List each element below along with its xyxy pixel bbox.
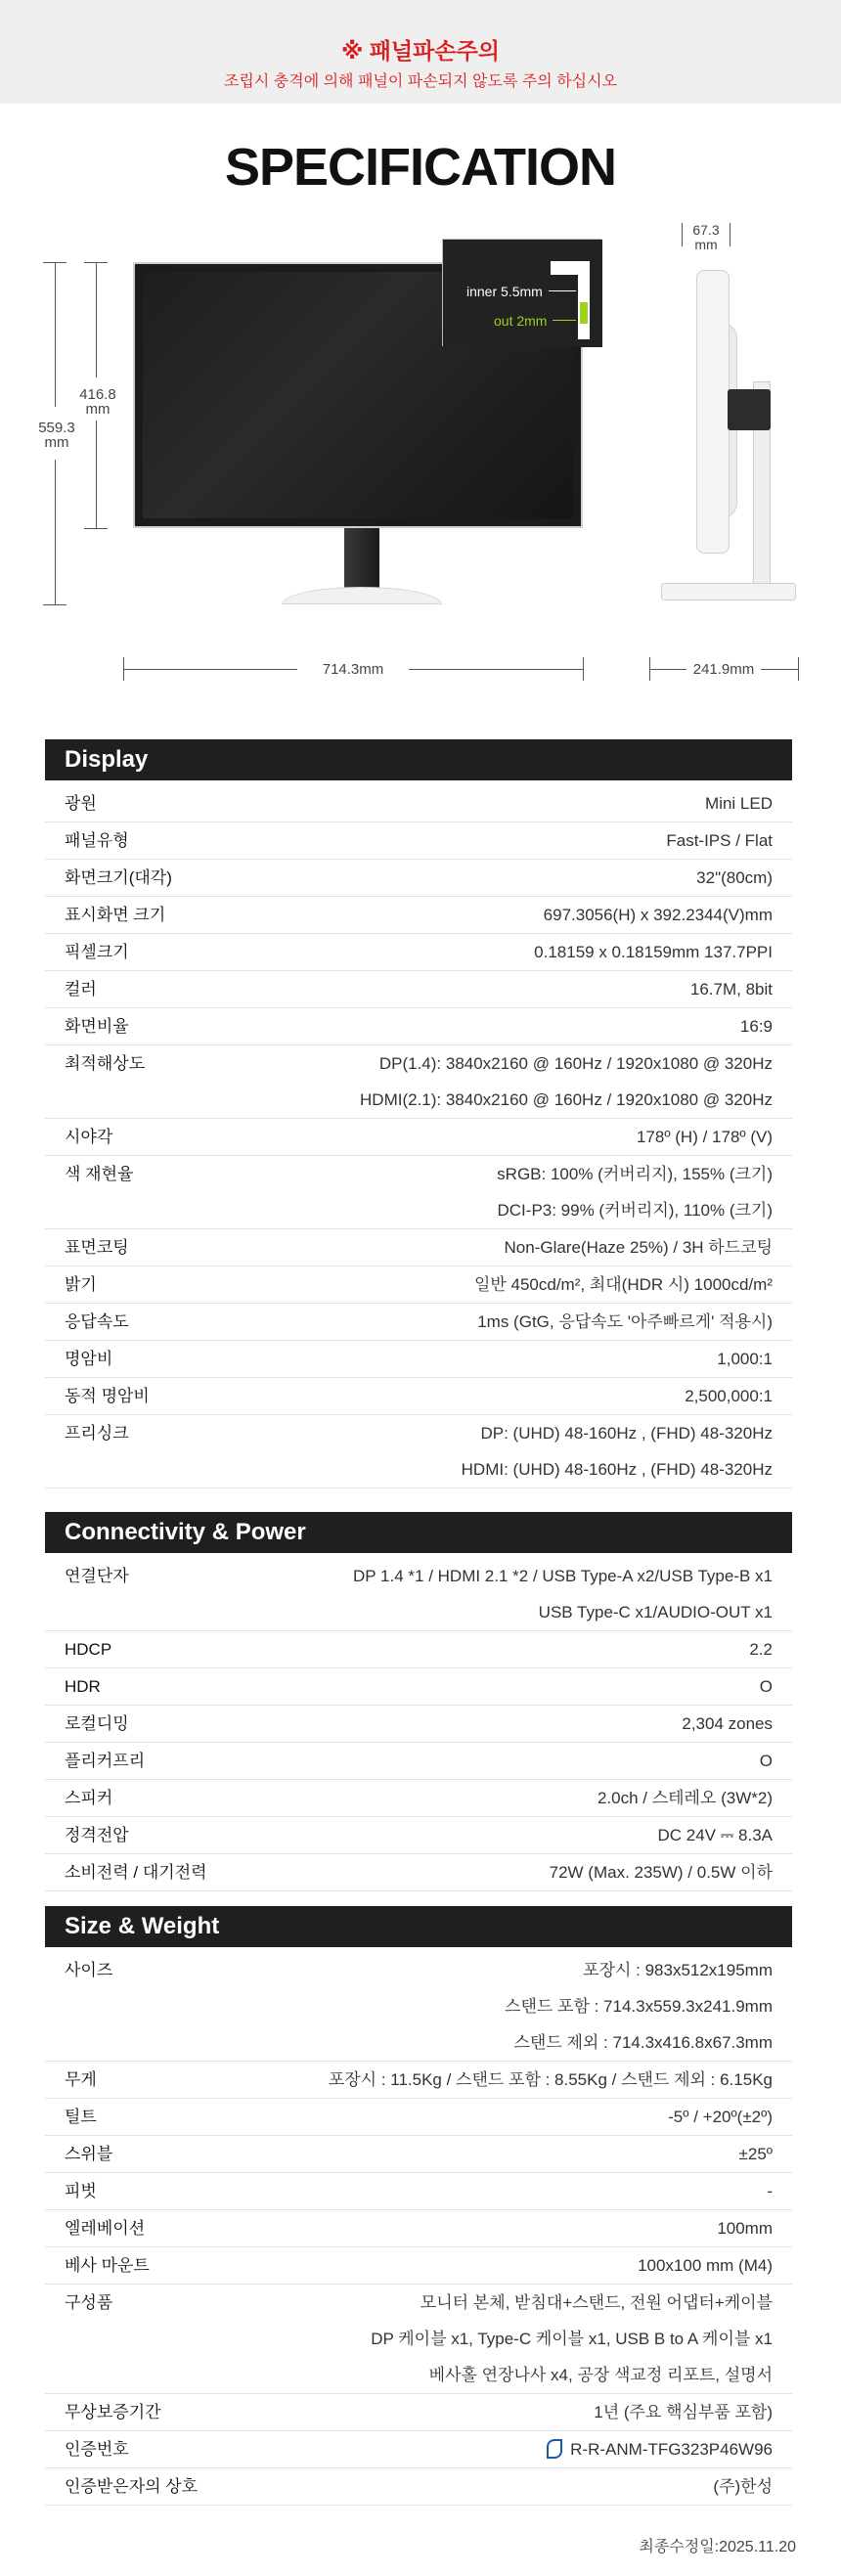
spec-value-group <box>594 2394 773 2430</box>
dim-tick <box>43 604 66 605</box>
spec-label: 시야각 <box>65 1128 113 1146</box>
spec-label: 플리커프리 <box>65 1752 146 1770</box>
section-header-display: Display <box>45 739 792 780</box>
spec-value-group <box>547 2431 773 2467</box>
spec-label: 스피커 <box>65 1789 113 1807</box>
spec-label: 구성품 <box>65 2293 113 2312</box>
spec-value: 스탠드 포함 : 714.3x559.3x241.9mm <box>505 1997 773 2016</box>
spec-label: HDR <box>65 1677 101 1696</box>
bezel-outer-pointer <box>553 320 576 321</box>
spec-row <box>45 1266 792 1304</box>
spec-row <box>45 971 792 1008</box>
spec-row <box>45 1156 792 1229</box>
spec-label: 패널유형 <box>65 831 129 850</box>
spec-value-group <box>477 1304 773 1340</box>
section-header-connectivity: Connectivity & Power <box>45 1512 792 1553</box>
spec-value-group <box>371 2285 773 2393</box>
spec-label: 연결단자 <box>65 1567 129 1585</box>
total-height-label: 559.3 mm <box>38 420 75 451</box>
spec-value: DP(1.4): 3840x2160 @ 160Hz / 1920x1080 @ 320Hz <box>378 1054 773 1073</box>
spec-row <box>45 1341 792 1378</box>
spec-value-group <box>638 2247 773 2284</box>
spec-value: 포장시 : 983x512x195mm <box>583 1961 773 1979</box>
spec-row <box>45 2468 792 2506</box>
spec-label: 픽셀크기 <box>65 943 129 961</box>
monitor-side-image <box>696 270 730 554</box>
spec-value-group <box>749 1631 773 1667</box>
spec-label: 화면비율 <box>65 1017 129 1036</box>
stand-base <box>282 587 442 604</box>
spec-value: 2,500,000:1 <box>685 1387 773 1405</box>
spec-row <box>45 1558 792 1631</box>
bezel-inner-pointer <box>549 290 576 291</box>
spec-value: sRGB: 100% (커버리지), 155% (크기) <box>497 1165 773 1183</box>
kc-mark-icon <box>547 2439 562 2459</box>
spec-value: 1ms (GtG, 응답속도 '아주빠르게' 적용시) <box>477 1312 773 1331</box>
dim-line <box>649 669 686 670</box>
spec-row <box>45 2394 792 2431</box>
spec-value-group <box>474 1266 773 1303</box>
spec-label: 광원 <box>65 794 97 813</box>
spec-value-group <box>544 897 773 933</box>
spec-value: DCI-P3: 99% (커버리지), 110% (크기) <box>497 1201 773 1220</box>
spec-label: 무상보증기간 <box>65 2403 161 2421</box>
spec-label: 화면크기(대각) <box>65 868 172 887</box>
spec-value: 베사홀 연장나사 x4, 공장 색교정 리포트, 설명서 <box>428 2366 773 2384</box>
spec-value: 스탠드 제외 : 714.3x416.8x67.3mm <box>513 2033 773 2052</box>
spec-value-group <box>760 1743 773 1779</box>
spec-label: 명암비 <box>65 1350 113 1368</box>
spec-label: 최적해상도 <box>65 1054 146 1073</box>
spec-row <box>45 1378 792 1415</box>
spec-row <box>45 1817 792 1854</box>
spec-label: 인증받은자의 상호 <box>65 2477 199 2496</box>
spec-value-group <box>497 1156 773 1228</box>
bezel-outer-label: out 2mm <box>494 313 548 329</box>
spec-row <box>45 1952 792 2062</box>
spec-value-group <box>462 1415 773 1488</box>
spec-row <box>45 897 792 934</box>
spec-row <box>45 1229 792 1266</box>
spec-row <box>45 2431 792 2468</box>
spec-row <box>45 934 792 971</box>
spec-row <box>45 2136 792 2173</box>
spec-value-group <box>717 1341 773 1377</box>
spec-value: - <box>767 2182 773 2200</box>
spec-label: 색 재현율 <box>65 1165 134 1183</box>
spec-value-group <box>767 2173 773 2209</box>
spec-value: 16:9 <box>739 1017 773 1036</box>
spec-table-size-weight <box>45 1952 792 2506</box>
dim-tick <box>583 657 584 681</box>
spec-value: USB Type-C x1/AUDIO-OUT x1 <box>538 1603 773 1621</box>
spec-label: 표시화면 크기 <box>65 906 166 924</box>
spec-value-group <box>353 1558 773 1630</box>
spec-value-group <box>740 1008 773 1044</box>
spec-value: Non-Glare(Haze 25%) / 3H 하드코팅 <box>504 1238 773 1257</box>
spec-value: O <box>759 1677 773 1696</box>
spec-label: 피벗 <box>65 2182 97 2200</box>
spec-row <box>45 2247 792 2285</box>
spec-value-group <box>505 1952 773 2061</box>
stand-neck <box>344 528 379 589</box>
spec-value: 697.3056(H) x 392.2344(V)mm <box>543 906 773 924</box>
spec-value: DP: (UHD) 48-160Hz , (FHD) 48-320Hz <box>480 1424 773 1443</box>
spec-table-display <box>45 785 792 1488</box>
last-modified-date: 최종수정일:2025.11.20 <box>639 2539 796 2555</box>
spec-value-group <box>505 1229 774 1266</box>
spec-value: 모니터 본체, 받침대+스탠드, 전원 어댑터+케이블 <box>420 2293 773 2312</box>
spec-row <box>45 1119 792 1156</box>
spec-label: 컬러 <box>65 980 97 999</box>
spec-value: ±25º <box>738 2145 773 2163</box>
dim-line <box>55 262 56 407</box>
spec-row <box>45 2210 792 2247</box>
section-header-size-weight: Size & Weight <box>45 1906 792 1947</box>
spec-row <box>45 1706 792 1743</box>
spec-value-group <box>705 785 773 822</box>
spec-value: (주)한성 <box>713 2477 773 2496</box>
spec-value: 2.0ch / 스테레오 (3W*2) <box>597 1789 773 1807</box>
bezel-detail-inset <box>442 239 601 346</box>
spec-row <box>45 1045 792 1119</box>
spec-value: 16.7M, 8bit <box>689 980 773 999</box>
spec-row <box>45 1631 792 1668</box>
spec-value: HDMI(2.1): 3840x2160 @ 160Hz / 1920x1080 @ 320Hz <box>360 1090 773 1109</box>
spec-row <box>45 2173 792 2210</box>
spec-value: Fast-IPS / Flat <box>666 831 773 850</box>
dim-tick <box>798 657 799 681</box>
page-title: SPECIFICATION <box>224 138 616 197</box>
spec-label: 밝기 <box>65 1275 97 1294</box>
spec-label: 틸트 <box>65 2108 97 2126</box>
spec-value: -5º / +20º(±2º) <box>668 2108 773 2126</box>
spec-row <box>45 1008 792 1045</box>
spec-row <box>45 822 792 860</box>
spec-label: HDCP <box>65 1640 112 1659</box>
bezel-outer-marker <box>580 302 588 324</box>
spec-row <box>45 2062 792 2099</box>
spec-label: 엘레베이션 <box>65 2219 146 2238</box>
warning-title: ※ 패널파손주의 <box>340 38 501 64</box>
spec-row <box>45 1304 792 1341</box>
spec-value-group <box>739 2136 773 2172</box>
spec-label: 로컬디밍 <box>65 1714 129 1733</box>
spec-label: 소비전력 / 대기전력 <box>65 1863 207 1882</box>
spec-row <box>45 1668 792 1706</box>
dim-line <box>55 460 56 604</box>
spec-label: 인증번호 <box>65 2440 129 2459</box>
spec-value-group <box>682 1706 773 1742</box>
spec-label: 프리싱크 <box>65 1424 129 1443</box>
spec-row <box>45 2099 792 2136</box>
spec-value-group <box>598 1780 773 1816</box>
bezel-inner-label: inner 5.5mm <box>466 284 543 299</box>
spec-value: DP 1.4 *1 / HDMI 2.1 *2 / USB Type-A x2/USB Type-B x1 <box>353 1567 773 1585</box>
stand-hinge <box>728 389 771 430</box>
spec-label: 동적 명암비 <box>65 1387 150 1405</box>
depth-label: 67.3 mm <box>692 222 720 252</box>
spec-label: 정격전압 <box>65 1826 129 1844</box>
spec-table-connectivity <box>45 1558 792 1891</box>
spec-value: 1년 (주요 핵심부품 포함) <box>594 2403 773 2421</box>
spec-value-group <box>550 1854 773 1890</box>
spec-value-group <box>329 2062 773 2098</box>
spec-value-group <box>637 1119 773 1155</box>
spec-row <box>45 1854 792 1891</box>
dim-line <box>96 262 97 378</box>
bezel-edge <box>551 261 578 275</box>
spec-value-group <box>760 1668 773 1705</box>
dim-tick <box>682 223 683 246</box>
stand-depth-label: 241.9mm <box>692 661 755 678</box>
spec-value: 72W (Max. 235W) / 0.5W 이하 <box>549 1863 773 1882</box>
bezel-frame <box>578 261 590 339</box>
spec-label: 사이즈 <box>65 1961 113 1979</box>
spec-row <box>45 1780 792 1817</box>
spec-value-group <box>713 2468 773 2505</box>
spec-value: 100mm <box>717 2219 773 2238</box>
dim-line <box>409 669 583 670</box>
stand-side-base <box>661 583 796 600</box>
spec-label: 무게 <box>65 2070 97 2089</box>
spec-label: 응답속도 <box>65 1312 129 1331</box>
spec-value: DP 케이블 x1, Type-C 케이블 x1, USB B to A 케이블 x1 <box>371 2330 773 2348</box>
spec-value: Mini LED <box>705 794 773 813</box>
inner-height-label: 416.8 mm <box>79 386 116 418</box>
warning-banner <box>0 0 841 104</box>
spec-row <box>45 1743 792 1780</box>
spec-value: 포장시 : 11.5Kg / 스탠드 포함 : 8.55Kg / 스탠드 제외 : 6.15Kg <box>328 2070 773 2089</box>
dim-line <box>123 669 297 670</box>
width-label: 714.3mm <box>322 661 384 678</box>
spec-value: 2.2 <box>749 1640 773 1659</box>
spec-row <box>45 785 792 822</box>
spec-label: 표면코팅 <box>65 1238 129 1257</box>
spec-value: 178º (H) / 178º (V) <box>636 1128 773 1146</box>
spec-value-group <box>534 934 773 970</box>
spec-value: 1,000:1 <box>717 1350 773 1368</box>
spec-value: 2,304 zones <box>682 1714 773 1733</box>
spec-value-text: R-R-ANM-TFG323P46W96 <box>570 2440 773 2459</box>
spec-value-group <box>696 860 773 896</box>
spec-value-group <box>666 822 773 859</box>
dim-line <box>761 669 798 670</box>
spec-value-group <box>657 1817 773 1853</box>
spec-value: 일반 450cd/m², 최대(HDR 시) 1000cd/m² <box>473 1275 773 1294</box>
dim-line <box>96 421 97 528</box>
spec-value-group <box>668 2099 773 2135</box>
spec-value: DC 24V ⎓ 8.3A <box>657 1826 773 1844</box>
spec-value: O <box>759 1752 773 1770</box>
spec-value-group <box>717 2210 773 2246</box>
spec-value-group <box>690 971 773 1007</box>
spec-row <box>45 2285 792 2394</box>
spec-value: 100x100 mm (M4) <box>638 2256 773 2275</box>
spec-value <box>547 2431 773 2467</box>
spec-value-group <box>685 1378 773 1414</box>
spec-row <box>45 1415 792 1488</box>
warning-subtitle: 조립시 충격에 의해 패널이 파손되지 않도록 주의 하십시오 <box>223 73 618 90</box>
spec-row <box>45 860 792 897</box>
dim-tick <box>84 528 108 529</box>
spec-value: HDMI: (UHD) 48-160Hz , (FHD) 48-320Hz <box>461 1460 773 1479</box>
spec-label: 베사 마운트 <box>65 2256 150 2275</box>
spec-label: 스위블 <box>65 2145 113 2163</box>
spec-value: 0.18159 x 0.18159mm 137.7PPI <box>534 943 773 961</box>
spec-value-group <box>360 1045 773 1118</box>
spec-value: 32"(80cm) <box>696 868 773 887</box>
